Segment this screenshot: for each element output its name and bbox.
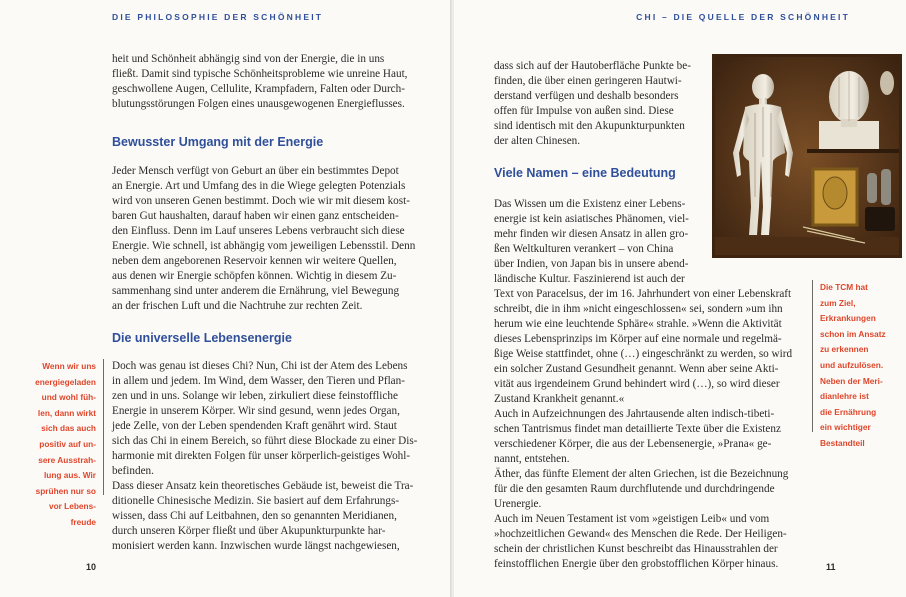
text-line: durch unseren Körper fließt und über Akupunkturpunkte har-	[112, 525, 386, 537]
text-line: wird von unseren Genen bestimmt. Doch wie wir mit diesem kost-	[112, 195, 410, 207]
text-line: dass sich auf der Hautoberfläche Punkte be-	[494, 60, 691, 72]
text-line: an Energie. Art und Umfang des in die Wiege gelegten Potenzials	[112, 180, 406, 192]
text-line: schein der christlichen Kunst beschreibt das Hinausstrahlen der	[494, 543, 778, 555]
marginal-line: Erkrankungen	[820, 313, 876, 324]
marginal-line: Neben der Meri-	[820, 375, 883, 386]
text-line: aus denen wir Energie schöpfen können. Wichtig in diesem Zu-	[112, 270, 397, 282]
marginal-line: zu erkennen	[820, 344, 869, 355]
text-line: monisiert werden kann. Inzwischen wurde längst nachgewiesen,	[112, 540, 400, 552]
marginal-line: energiegeladen	[35, 376, 96, 387]
marginal-line: zum Ziel,	[820, 297, 856, 308]
text-line: vität aus irgendeinem Grund behindert wird (…), so wird dieser	[494, 378, 780, 390]
text-line: zen und in uns. Solange wir leben, zirkuliert diese feinstoffliche	[112, 390, 398, 402]
marginal-line: dianlehre ist	[820, 391, 869, 402]
marginal-note-left	[26, 359, 96, 531]
text-line: offen für Impulse von außen sind. Diese	[494, 105, 674, 117]
text-line: Auch im Neuen Testament ist vom »geistigen Leib« und vom	[494, 513, 770, 525]
text-line: derstand verfügen und deshalb besonders	[494, 90, 679, 102]
left-intro-paragraph	[112, 52, 424, 112]
text-line: befinden.	[112, 465, 154, 477]
text-line: über Indien, von Japan bis in unsere abend-	[494, 258, 689, 270]
right-intro-paragraph	[494, 59, 706, 149]
text-line: Energie. Wie schnell, ist abhängig vom jeweiligen Lebensstil. Denn	[112, 240, 416, 252]
text-line: schreibt, die in ihm »nicht eingeschlossen« sei, sondern »um ihn	[494, 303, 783, 315]
marginal-rule-left	[103, 359, 104, 495]
text-line: Text von Paracelsus, der im 16. Jahrhundert von einer Lebenskraft	[494, 288, 792, 300]
marginal-line: Die TCM hat	[820, 282, 868, 292]
acupuncture-figurines-photo	[712, 54, 902, 258]
text-line: harmonie mit direkten Folgen für unser körperlich-geistiges Wohl-	[112, 450, 411, 462]
text-line: für die den gesamten Raum durchflutende und durchdringende	[494, 483, 775, 495]
text-line: jede Zelle, von der Leben spendenden Kraft genährt wird. Staut	[112, 420, 397, 432]
text-line: sammenhang sind unter anderem die Ernährung, viel Bewegung	[112, 285, 400, 297]
page-number-right: 11	[826, 562, 836, 572]
right-page	[454, 0, 906, 597]
text-line: herum wie eine leuchtende Sphäre« strahle. »Wenn die Aktivität	[494, 318, 782, 330]
text-line: geschwollene Augen, Cellulite, Krampfadern, Falten oder Durch-	[112, 83, 405, 95]
marginal-line: sere Ausstrah-	[38, 454, 96, 465]
section-heading-universelle-lebensenergie: Die universelle Lebensenergie	[112, 331, 292, 345]
section-heading-viele-namen: Viele Namen – eine Bedeutung	[494, 166, 676, 180]
framed-anatomy-chart	[813, 169, 857, 225]
marginal-line: die Ernährung	[820, 406, 877, 417]
text-line: an der frischen Luft und die Nachtruhe zur rechten Zeit.	[112, 300, 363, 312]
text-line: Zustand Krankheit genannt.«	[494, 393, 625, 405]
text-line: finden, die über einen geringeren Hautwi-	[494, 75, 682, 87]
marginal-line: sprühen nur so	[35, 485, 96, 496]
text-line: ditionelle Chinesische Medizin. Sie basiert auf dem Erfahrungs-	[112, 495, 400, 507]
text-line: »hochzeitlichen Gewand« des Menschen die Rede. Der Heiligen-	[494, 528, 787, 540]
text-line: Auch in Aufzeichnungen des Jahrtausende alten indisch-tibeti-	[494, 408, 775, 420]
marginal-line: sich das auch	[41, 423, 96, 434]
text-line: heit und Schönheit abhängig sind von der Energie, die in uns	[112, 53, 385, 65]
text-line: dieses Lebensprinzips im Körper auf eine normale und regelmä-	[494, 333, 782, 345]
running-head-left: DIE PHILOSOPHIE DER SCHÖNHEIT	[112, 12, 324, 22]
marginal-line: und wohl füh-	[41, 392, 96, 403]
text-line: neben dem angeborenen Reservoir kennen wir weitere Quellen,	[112, 255, 397, 267]
text-line: Dass dieser Ansatz kein theoretisches Gebäude ist, beweist die Tra-	[112, 480, 414, 492]
text-line: Energie in unserem Körper. Wir sind gesund, wenn jedes Organ,	[112, 405, 400, 417]
marginal-line: schon im Ansatz	[820, 328, 886, 339]
right-wide-paragraph	[494, 287, 806, 572]
text-line: sich das Chi in einem Bereich, so führt diese Blockade zu einer Dis-	[112, 435, 418, 447]
section2-paragraph	[112, 359, 424, 554]
marginal-line: ein wichtiger	[820, 422, 871, 433]
text-line: schen Tantrismus findet man detaillierte Texte über die Existenz	[494, 423, 781, 435]
photo-illustration	[715, 57, 899, 255]
marginal-line: lung aus. Wir	[43, 470, 96, 481]
marginal-line: und aufzulösen.	[820, 359, 884, 370]
text-line: fließt. Damit sind typische Schönheitsprobleme wie unreine Haut,	[112, 68, 408, 80]
text-line: wissen, dass Chi auf Leitbahnen, den so genannten Meridianen,	[112, 510, 397, 522]
text-line: ländische Kultur. Faszinierend ist auch der	[494, 273, 685, 285]
right-narrow-paragraph	[494, 197, 706, 287]
text-line: feinstofflichen Energie über den grobstofflichen Körper hinaus.	[494, 558, 779, 570]
running-head-right: CHI – DIE QUELLE DER SCHÖNHEIT	[636, 12, 850, 22]
text-line: der alten Chinesen.	[494, 135, 581, 147]
text-line: Doch was genau ist dieses Chi? Nun, Chi ist der Atem des Lebens	[112, 360, 408, 372]
text-line: blutungsstörungen Folgen eines unausgewogenen Energieflusses.	[112, 98, 405, 110]
text-line: den Einfluss. Denn im Lauf unseres Lebens verbraucht sich diese	[112, 225, 405, 237]
text-line: energie ist kein asiatisches Phänomen, viel-	[494, 213, 689, 225]
marginal-note-right	[820, 280, 898, 452]
text-line: Urenergie.	[494, 498, 542, 510]
text-line: Das Wissen um die Existenz einer Lebens-	[494, 198, 686, 210]
text-line: sind identisch mit den Akupunkturpunkten	[494, 120, 685, 132]
section-heading-bewusster-umgang: Bewusster Umgang mit der Energie	[112, 135, 324, 149]
text-line: mehr finden wir diesen Ansatz in allen gro-	[494, 228, 689, 240]
marginal-line: Bestandteil	[820, 437, 865, 448]
text-line: verschiedener Körper, die aus der Lebensenergie, »Prana« ge-	[494, 438, 772, 450]
marginal-line: Wenn wir uns	[42, 361, 96, 371]
marginal-line: len, dann wirkt	[37, 407, 96, 418]
text-line: ßen Weltkulturen verankert – von China	[494, 243, 674, 255]
left-page	[0, 0, 452, 597]
marginal-rule-right	[812, 280, 813, 432]
marginal-line: positiv auf un-	[39, 438, 96, 449]
text-line: ein solcher Zustand Gesundheit genannt. Wenn aber seine Akti-	[494, 363, 779, 375]
text-line: ßige Weise stattfindet, ohne (…) eingeschränkt zu werden, so wird	[494, 348, 793, 360]
page-number-left: 10	[86, 562, 97, 572]
marginal-line: vor Lebens-	[48, 501, 96, 512]
marginal-line: freude	[70, 516, 96, 527]
text-line: nannt, entstehen.	[494, 453, 570, 465]
text-line: in allem und jedem. Im Wind, dem Wasser, den Tieren und Pflan-	[112, 375, 405, 387]
text-line: baren Gut haushalten, darauf haben wir einen ganz entscheiden-	[112, 210, 399, 222]
text-line: Äther, das fünfte Element der alten Griechen, ist die Bezeichnung	[494, 468, 789, 480]
text-line: Jeder Mensch verfügt von Geburt an über ein bestimmtes Depot	[112, 165, 399, 177]
section1-paragraph	[112, 164, 424, 314]
